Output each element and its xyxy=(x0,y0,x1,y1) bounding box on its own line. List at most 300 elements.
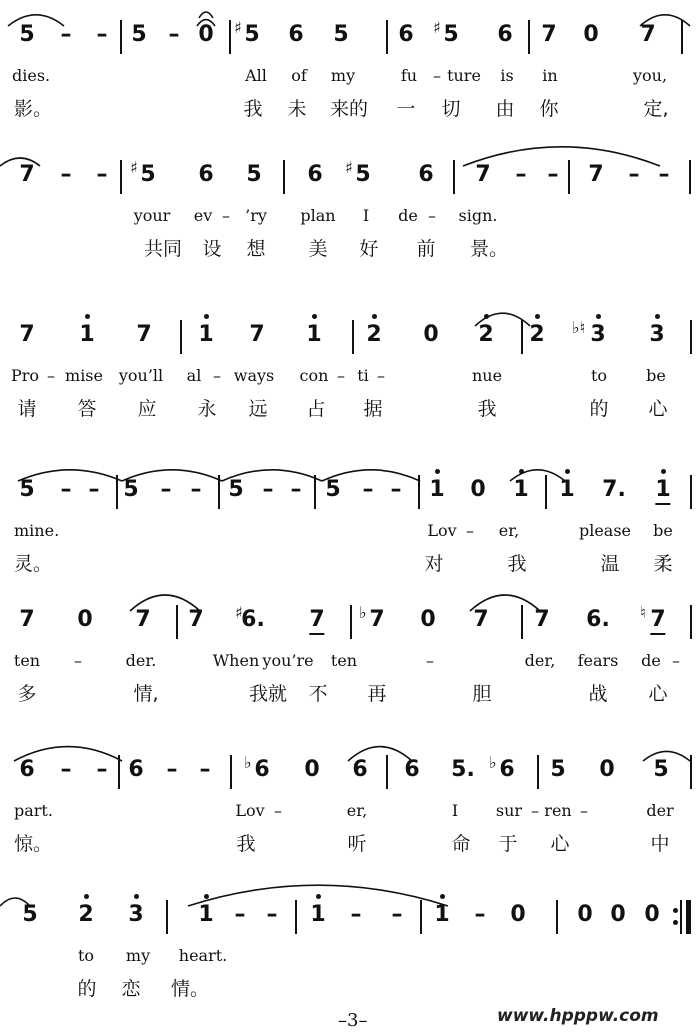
lyric-word-chinese: 惊。 xyxy=(14,833,53,855)
lyric-word-english: der xyxy=(646,801,674,820)
lyric-word-english: ren xyxy=(544,801,572,820)
lyric-word-english: my xyxy=(125,946,151,965)
lyric-word-chinese: 我 xyxy=(236,833,256,855)
note: 5 xyxy=(131,22,147,47)
note: 3 xyxy=(649,322,665,347)
lyric-word-english: plan xyxy=(300,206,336,225)
barline xyxy=(689,160,691,194)
lyric-word-english: Lov xyxy=(235,801,265,820)
note: 7 xyxy=(19,162,35,187)
note: 1 xyxy=(198,902,214,927)
octave-dot xyxy=(661,469,666,474)
octave-dot xyxy=(85,314,90,319)
barline xyxy=(418,475,420,509)
octave-dot xyxy=(535,314,540,319)
lyric-word-english: ten xyxy=(13,651,41,670)
note: 6 xyxy=(19,757,35,782)
note: 0 xyxy=(599,757,615,782)
barline xyxy=(521,320,523,354)
lyric-word-english: you’ll xyxy=(118,366,164,385)
lyric-word-english: be xyxy=(653,521,673,540)
lyric-word-english: nue xyxy=(471,366,503,385)
note: 2 xyxy=(478,322,494,347)
lyrics-english-row xyxy=(0,62,700,92)
notes-row xyxy=(0,18,700,52)
lyric-word-chinese: 心 xyxy=(550,833,570,855)
note: – xyxy=(96,757,108,782)
notes-row xyxy=(0,318,700,352)
note: – xyxy=(515,162,527,187)
lyric-word-chinese: 柔 xyxy=(653,553,673,575)
note: – xyxy=(266,902,278,927)
lyric-word-chinese: 战 xyxy=(588,683,608,705)
lyrics-english-row xyxy=(0,362,700,392)
note: 5 xyxy=(228,477,244,502)
note: – xyxy=(88,477,100,502)
note: 0 xyxy=(423,322,439,347)
lyric-word-chinese: 想 xyxy=(246,238,266,260)
lyric-word-english: – xyxy=(274,801,282,820)
note: 2 xyxy=(366,322,382,347)
lyric-word-english: I xyxy=(362,206,370,225)
barline xyxy=(680,900,682,934)
score-system xyxy=(0,880,700,1010)
barline xyxy=(116,475,118,509)
barline xyxy=(180,320,182,354)
accidental-sign: ♯ xyxy=(234,18,242,37)
lyric-word-english: ’ry xyxy=(245,206,267,225)
accidental-sign: ♯ xyxy=(130,158,138,177)
lyric-word-chinese: 我就 xyxy=(248,683,288,705)
octave-dot xyxy=(316,894,321,899)
note: 0 xyxy=(610,902,626,927)
accidental-sign: ♭♮ xyxy=(572,318,586,337)
octave-dot xyxy=(204,314,209,319)
note: 1 xyxy=(513,477,529,502)
note: 0 xyxy=(510,902,526,927)
lyric-word-english: – xyxy=(433,66,441,85)
lyric-word-english: – xyxy=(74,651,82,670)
notes-row xyxy=(0,753,700,787)
octave-dot xyxy=(372,314,377,319)
octave-dot xyxy=(435,469,440,474)
note: 6 xyxy=(398,22,414,47)
lyric-word-chinese: 前 xyxy=(416,238,436,260)
barline xyxy=(230,755,232,789)
note: – xyxy=(199,757,211,782)
lyric-word-chinese: 你 xyxy=(539,98,559,120)
lyric-word-english: mise xyxy=(65,366,103,385)
lyric-word-english: – xyxy=(377,366,385,385)
note: 1 xyxy=(559,477,575,502)
note: – xyxy=(96,162,108,187)
accidental-sign: ♭ xyxy=(359,603,367,622)
note: 1 xyxy=(655,477,670,505)
lyric-word-chinese: 定, xyxy=(643,98,669,120)
lyric-word-english: part. xyxy=(14,801,53,820)
lyric-word-english: Lov xyxy=(427,521,457,540)
note: 6 xyxy=(352,757,368,782)
note: 3 xyxy=(128,902,144,927)
lyric-word-english: er, xyxy=(498,521,520,540)
barline xyxy=(568,160,570,194)
lyrics-english-row xyxy=(0,647,700,677)
lyric-word-english: you’re xyxy=(262,651,314,670)
lyric-word-english: – xyxy=(337,366,345,385)
note: 5. xyxy=(451,757,475,782)
score-system xyxy=(0,140,700,270)
barline xyxy=(314,475,316,509)
lyric-word-english: is xyxy=(500,66,514,85)
note: – xyxy=(96,22,108,47)
lyric-word-english: ti xyxy=(357,366,369,385)
note: 7 xyxy=(541,22,557,47)
lyric-word-chinese: 答 xyxy=(77,398,97,420)
note: 5 xyxy=(19,22,35,47)
note: 7 xyxy=(19,607,35,632)
note: 6 xyxy=(198,162,214,187)
note: 6 xyxy=(499,757,515,782)
barline xyxy=(690,605,692,639)
octave-dot xyxy=(519,469,524,474)
lyric-word-english: – xyxy=(426,651,434,670)
lyrics-chinese-row xyxy=(0,827,700,857)
note: 6 xyxy=(254,757,270,782)
note: 7 xyxy=(19,322,35,347)
octave-dot xyxy=(204,894,209,899)
octave-dot xyxy=(596,314,601,319)
lyric-word-chinese: 多 xyxy=(17,683,37,705)
lyric-word-english: – xyxy=(466,521,474,540)
note: 7 xyxy=(534,607,550,632)
barline xyxy=(453,160,455,194)
score-system xyxy=(0,735,700,865)
lyrics-chinese-row xyxy=(0,972,700,1002)
note: 0 xyxy=(583,22,599,47)
note: 7 xyxy=(640,22,656,47)
lyric-word-chinese: 来的 xyxy=(329,98,369,120)
lyric-word-english: – xyxy=(531,801,539,820)
note: 7 xyxy=(135,607,151,632)
lyric-word-chinese: 切 xyxy=(441,98,461,120)
note: 5 xyxy=(22,902,38,927)
lyric-word-english: you, xyxy=(632,66,668,85)
barline xyxy=(521,605,523,639)
lyric-word-chinese: 我 xyxy=(507,553,527,575)
barline xyxy=(118,755,120,789)
note: 1 xyxy=(79,322,95,347)
note: – xyxy=(290,477,302,502)
notes-row xyxy=(0,158,700,192)
note: 7 xyxy=(473,607,489,632)
lyric-word-chinese: 未 xyxy=(287,98,307,120)
note: – xyxy=(60,162,72,187)
note: 7 xyxy=(188,607,204,632)
repeat-dot xyxy=(673,920,678,925)
lyric-word-chinese: 我 xyxy=(243,98,263,120)
lyrics-english-row xyxy=(0,942,700,972)
note: 7 xyxy=(369,607,385,632)
note: 7 xyxy=(650,607,665,635)
final-barline xyxy=(686,900,691,934)
site-watermark: www.hpppw.com xyxy=(497,1006,659,1026)
barline xyxy=(166,900,168,934)
lyrics-chinese-row xyxy=(0,232,700,262)
note: – xyxy=(658,162,670,187)
lyric-word-english: to xyxy=(77,946,95,965)
lyric-word-chinese: 命 xyxy=(451,833,471,855)
note: – xyxy=(60,22,72,47)
lyric-word-chinese: 据 xyxy=(363,398,383,420)
barline xyxy=(537,755,539,789)
note: – xyxy=(262,477,274,502)
note: 6 xyxy=(497,22,513,47)
barline xyxy=(295,900,297,934)
lyric-word-english: – xyxy=(580,801,588,820)
barline xyxy=(545,475,547,509)
lyric-word-chinese: 中 xyxy=(650,833,670,855)
barline xyxy=(690,755,692,789)
lyric-word-english: er, xyxy=(346,801,368,820)
lyrics-english-row xyxy=(0,797,700,827)
lyric-word-chinese: 永 xyxy=(197,398,217,420)
note: 0 xyxy=(304,757,320,782)
lyric-word-chinese: 对 xyxy=(424,553,444,575)
note: 2 xyxy=(529,322,545,347)
note: 6 xyxy=(288,22,304,47)
note: – xyxy=(60,477,72,502)
lyric-word-chinese: 的 xyxy=(77,978,97,1000)
barline xyxy=(690,475,692,509)
lyric-word-english: in xyxy=(542,66,558,85)
octave-dot xyxy=(312,314,317,319)
accidental-sign: ♮ xyxy=(640,603,646,622)
note: 0 xyxy=(198,22,214,47)
barline xyxy=(528,20,530,54)
lyric-word-chinese: 胆 xyxy=(472,683,492,705)
lyric-word-chinese: 不 xyxy=(308,683,328,705)
lyric-word-english: con xyxy=(299,366,329,385)
lyric-word-chinese: 温 xyxy=(600,553,620,575)
slur-layer xyxy=(0,459,700,489)
lyric-word-english: de xyxy=(641,651,661,670)
lyric-word-english: my xyxy=(330,66,356,85)
note: 0 xyxy=(470,477,486,502)
note: 5 xyxy=(19,477,35,502)
note: 1 xyxy=(434,902,450,927)
lyric-word-english: der. xyxy=(125,651,157,670)
lyric-word-english: your xyxy=(133,206,171,225)
octave-dot xyxy=(440,894,445,899)
fermata-icon xyxy=(199,12,213,18)
note: 5 xyxy=(653,757,669,782)
lyric-word-english: ten xyxy=(330,651,358,670)
lyric-word-english: – xyxy=(428,206,436,225)
barline xyxy=(386,20,388,54)
lyric-word-english: sign. xyxy=(458,206,498,225)
note: 0 xyxy=(77,607,93,632)
note: 3 xyxy=(590,322,606,347)
lyric-word-english: Pro xyxy=(10,366,40,385)
note: 2 xyxy=(78,902,94,927)
note: 7 xyxy=(309,607,324,635)
lyrics-chinese-row xyxy=(0,547,700,577)
lyric-word-chinese: 心 xyxy=(648,683,668,705)
lyric-word-english: ture xyxy=(447,66,481,85)
accidental-sign: ♯ xyxy=(345,158,353,177)
barline xyxy=(386,755,388,789)
note: – xyxy=(350,902,362,927)
note: 0 xyxy=(644,902,660,927)
lyric-word-english: I xyxy=(451,801,459,820)
note: – xyxy=(166,757,178,782)
page-number: –3– xyxy=(338,1010,368,1031)
accidental-sign: ♭ xyxy=(489,753,497,772)
octave-dot xyxy=(484,314,489,319)
lyric-word-english: All xyxy=(245,66,267,85)
lyric-word-chinese: 好 xyxy=(359,238,379,260)
barline xyxy=(229,20,231,54)
note: 5 xyxy=(246,162,262,187)
lyric-word-english: be xyxy=(646,366,666,385)
lyrics-english-row xyxy=(0,202,700,232)
note: 5 xyxy=(443,22,459,47)
lyric-word-english: dies. xyxy=(12,66,51,85)
lyric-word-chinese: 设 xyxy=(202,238,222,260)
score-system xyxy=(0,455,700,585)
note: – xyxy=(628,162,640,187)
note: 0 xyxy=(420,607,436,632)
note: 7 xyxy=(249,322,265,347)
note: 5 xyxy=(123,477,139,502)
note: 1 xyxy=(306,322,322,347)
note: 1 xyxy=(198,322,214,347)
lyrics-chinese-row xyxy=(0,677,700,707)
note: – xyxy=(474,902,486,927)
note: 5 xyxy=(325,477,341,502)
note: 6 xyxy=(404,757,420,782)
note: – xyxy=(391,902,403,927)
lyric-word-chinese: 情。 xyxy=(170,978,210,1000)
lyric-word-chinese: 远 xyxy=(248,398,268,420)
note: 7 xyxy=(475,162,491,187)
note: 6. xyxy=(586,607,610,632)
note: 1 xyxy=(310,902,326,927)
octave-dot xyxy=(655,314,660,319)
lyric-word-chinese: 景。 xyxy=(469,238,509,260)
barline xyxy=(120,20,122,54)
note: 6 xyxy=(307,162,323,187)
lyric-word-english: heart. xyxy=(178,946,228,965)
lyric-word-chinese: 应 xyxy=(137,398,157,420)
note: 7. xyxy=(602,477,626,502)
lyric-word-english: al xyxy=(186,366,202,385)
lyric-word-chinese: 影。 xyxy=(14,98,53,120)
lyric-word-chinese: 听 xyxy=(347,833,367,855)
lyric-word-chinese: 恋 xyxy=(121,978,141,1000)
note: 6 xyxy=(128,757,144,782)
repeat-dot xyxy=(673,908,678,913)
lyrics-chinese-row xyxy=(0,92,700,122)
lyric-word-chinese: 美 xyxy=(308,238,328,260)
note: 5 xyxy=(333,22,349,47)
lyric-word-chinese: 的 xyxy=(589,398,609,420)
note: 7 xyxy=(588,162,604,187)
barline xyxy=(420,900,422,934)
lyric-word-english: fears xyxy=(577,651,619,670)
lyrics-chinese-row xyxy=(0,392,700,422)
note: 6 xyxy=(418,162,434,187)
lyric-word-chinese: 心 xyxy=(648,398,668,420)
barline xyxy=(690,320,692,354)
score-system xyxy=(0,0,700,130)
slur-arc xyxy=(8,15,64,26)
lyric-word-chinese: 占 xyxy=(306,398,326,420)
lyric-word-english: of xyxy=(291,66,307,85)
lyric-word-chinese: 一 xyxy=(396,98,416,120)
notes-row xyxy=(0,473,700,507)
lyric-word-english: der, xyxy=(524,651,556,670)
lyrics-english-row xyxy=(0,517,700,547)
accidental-sign: ♯ xyxy=(235,603,243,622)
lyric-word-english: de xyxy=(398,206,418,225)
score-system xyxy=(0,300,700,430)
note: – xyxy=(60,757,72,782)
note: – xyxy=(390,477,402,502)
note: 5 xyxy=(140,162,156,187)
lyric-word-chinese: 请 xyxy=(17,398,37,420)
barline xyxy=(681,20,683,54)
note: 5 xyxy=(244,22,260,47)
score-system xyxy=(0,585,700,715)
lyric-word-english: fu xyxy=(400,66,418,85)
barline xyxy=(350,605,352,639)
accidental-sign: ♭ xyxy=(244,753,252,772)
lyric-word-chinese: 我 xyxy=(477,398,497,420)
lyric-word-english: When xyxy=(212,651,260,670)
lyric-word-english: – xyxy=(213,366,221,385)
barline xyxy=(556,900,558,934)
note: 1 xyxy=(429,477,445,502)
octave-dot xyxy=(84,894,89,899)
lyric-word-chinese: 情, xyxy=(133,683,159,705)
note: 0 xyxy=(577,902,593,927)
octave-dot xyxy=(134,894,139,899)
lyric-word-english: please xyxy=(578,521,632,540)
lyric-word-chinese: 再 xyxy=(367,683,387,705)
octave-dot xyxy=(565,469,570,474)
lyric-word-english: ev xyxy=(193,206,213,225)
lyric-word-english: – xyxy=(47,366,55,385)
lyric-word-chinese: 共同 xyxy=(143,238,183,260)
lyric-word-english: to xyxy=(590,366,608,385)
lyric-word-english: ways xyxy=(233,366,275,385)
lyric-word-english: – xyxy=(222,206,230,225)
barline xyxy=(352,320,354,354)
barline xyxy=(120,160,122,194)
barline xyxy=(176,605,178,639)
barline xyxy=(218,475,220,509)
lyric-word-chinese: 于 xyxy=(498,833,518,855)
lyric-word-chinese: 灵。 xyxy=(14,553,53,575)
note: – xyxy=(168,22,180,47)
barline xyxy=(283,160,285,194)
lyric-word-english: mine. xyxy=(14,521,60,540)
note: 6. xyxy=(241,607,265,632)
note: – xyxy=(547,162,559,187)
notes-row xyxy=(0,898,700,932)
note: 5 xyxy=(550,757,566,782)
